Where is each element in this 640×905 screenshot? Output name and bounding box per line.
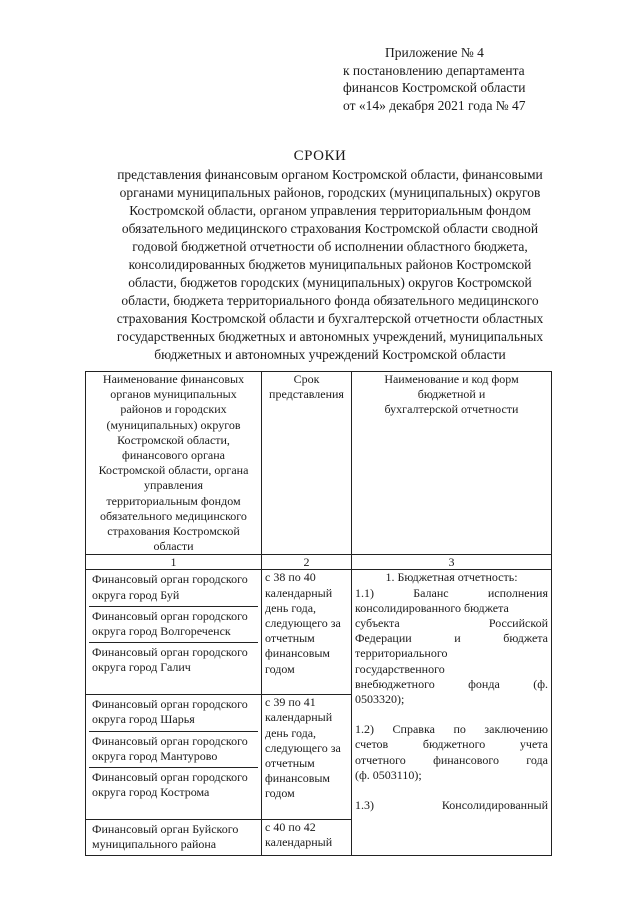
subtitle-line: области, бюджетов городских (муниципальных) округов Костромской: [128, 275, 532, 290]
forms-section-title: 1. Бюджетная отчетность:: [385, 570, 518, 585]
subtitle-line: обязательного медицинского страхования Костромской области сводной: [121, 221, 539, 236]
org-group-cell: [86, 820, 262, 856]
term-cell: с 39 по 41 календарный день года, следующего за отчетным финансовым годом: [262, 695, 352, 820]
appendix-block: [343, 44, 526, 114]
subtitle-line: бюджетных и автономных учреждений Костромской области: [154, 347, 506, 362]
document-title: СРОКИ: [293, 148, 347, 164]
appendix-line: финансов Костромской области: [343, 80, 526, 95]
org-entry: Финансовый орган городского округа город Мантурово: [89, 731, 258, 767]
column-number-row: [86, 555, 552, 570]
term-cell: с 40 по 42 календарный: [262, 820, 352, 856]
subtitle-line: Костромской области, органом управления территориальным фондом: [129, 203, 531, 218]
table-row: [86, 570, 552, 695]
forms-item-1-3: 1.3) Консолидированный: [355, 798, 548, 813]
term-cell: с 38 по 40 календарный день года, следующего за отчетным финансовым годом: [262, 570, 352, 695]
org-group-cell: [86, 695, 262, 820]
header-forms: Наименование и код форм бюджетной и бухгалтерской отчетности: [352, 372, 552, 555]
forms-item-1-2: 1.2) Справка по заключению счетов бюджетного учета отчетного финансового года (ф. 0503110);: [355, 722, 548, 782]
subtitle-line: страхования Костромской области и бухгалтерской отчетности областных: [116, 311, 544, 326]
org-entry: Финансовый орган городского округа город Галич: [89, 642, 258, 694]
org-group-cell: [86, 570, 262, 695]
forms-item-1-1: 1.1) Баланс исполнения консолидированного бюджета субъекта Российской Федерации и бюджета территориального государственного внебюджетного фонда (ф. 0503320);: [355, 585, 548, 707]
subtitle-line: государственных бюджетных и автономных учреждений, муниципальных: [116, 329, 544, 344]
subtitle-line: области, бюджета территориального фонда обязательного медицинского: [121, 293, 539, 308]
org-entry: Финансовый орган городского округа город Кострома: [89, 767, 258, 819]
org-entry: Финансовый орган городского округа город Шарья: [92, 697, 248, 727]
column-number: 2: [262, 555, 352, 570]
header-organ-name: Наименование финансовых органов муниципальных районов и городских (муниципальных) округов Костромской области, финансового органа Костромской области, органа управления территориальным фондом обязательного медицинского страхования Костромской области: [86, 372, 262, 555]
subtitle-line: консолидированных бюджетов муниципальных районов Костромской: [128, 257, 532, 272]
table-header-row: [86, 372, 552, 555]
subtitle-line: годовой бюджетной отчетности об исполнении областного бюджета,: [132, 239, 528, 254]
column-number: 1: [86, 555, 262, 570]
header-term: Срок представления: [262, 372, 352, 555]
document-subtitle: [80, 166, 580, 364]
subtitle-line: органами муниципальных районов, городских (муниципальных) округов: [119, 185, 541, 200]
appendix-title: Приложение № 4: [385, 45, 484, 60]
org-entry: Финансовый орган Буйского муниципального района: [92, 822, 239, 852]
column-number: 3: [352, 555, 552, 570]
appendix-line: к постановлению департамента: [343, 62, 525, 78]
subtitle-line: представления финансовым органом Костромской области, финансовыми: [117, 167, 543, 182]
deadlines-table: [85, 371, 552, 856]
appendix-line: от «14» декабря 2021 года № 47: [343, 97, 526, 113]
org-entry: Финансовый орган городского округа город Буй: [92, 572, 248, 602]
forms-cell: [352, 570, 552, 856]
org-entry: Финансовый орган городского округа город Волгореченск: [89, 606, 258, 642]
